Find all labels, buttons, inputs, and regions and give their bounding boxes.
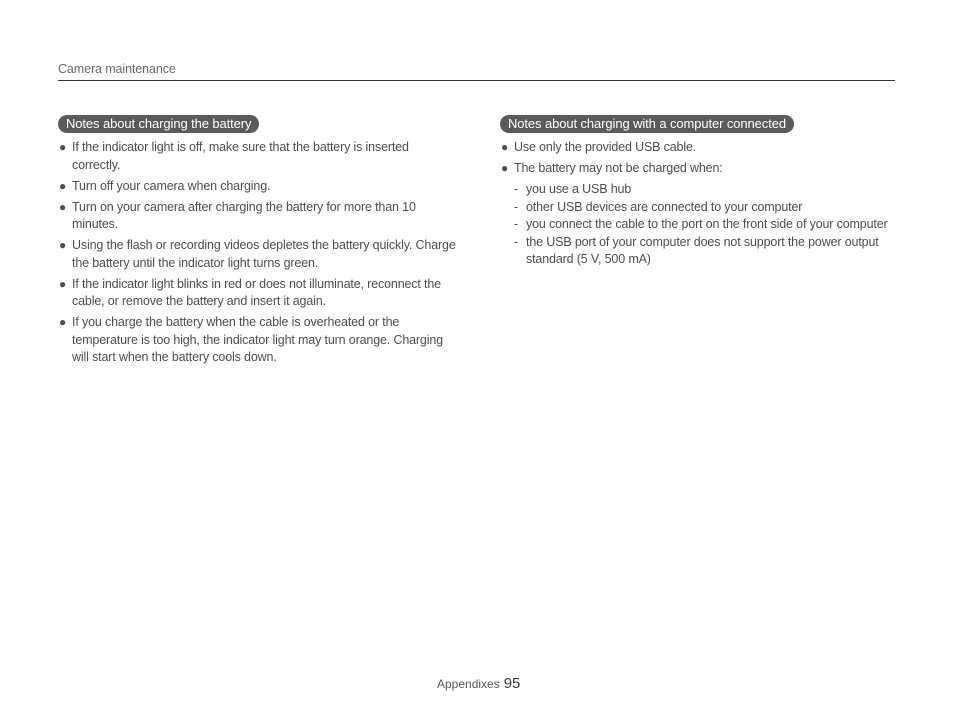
list-item-text: Using the flash or recording videos depletes the battery quickly. Charge the battery until the indicator light turns green. — [72, 238, 456, 270]
battery-notes-list — [58, 139, 458, 367]
footer-section-label: Appendixes — [437, 677, 500, 691]
list-item — [58, 199, 458, 234]
sub-list-item — [500, 216, 900, 234]
sub-list-item — [500, 234, 900, 269]
computer-notes-list — [500, 139, 900, 178]
bullet-icon: ● — [501, 140, 509, 154]
bullet-icon: ● — [59, 178, 67, 193]
header-divider — [58, 80, 895, 81]
dash-icon: - — [514, 182, 519, 196]
list-item — [58, 314, 458, 367]
list-item-text: If the indicator light blinks in red or does not illuminate, reconnect the cable, or remove the battery and insert it again. — [72, 276, 441, 308]
not-charged-conditions-list — [500, 181, 900, 269]
dash-icon: - — [514, 199, 519, 214]
list-item — [500, 160, 900, 178]
bullet-icon: ● — [59, 238, 67, 252]
list-item — [58, 237, 458, 272]
list-item-text: Use only the provided USB cable. — [514, 140, 697, 154]
list-item — [58, 276, 458, 311]
left-column — [58, 115, 458, 370]
bullet-icon: ● — [59, 276, 67, 291]
list-item-text: If the indicator light is off, make sure that the battery is inserted correctly. — [72, 140, 409, 172]
list-item-text: Turn on your camera after charging the battery for more than 10 minutes. — [72, 199, 416, 231]
bullet-icon: ● — [501, 161, 509, 175]
sub-list-item — [500, 181, 900, 199]
dash-icon: - — [514, 217, 519, 231]
list-item — [58, 178, 458, 196]
list-item-text: If you charge the battery when the cable is overheated or the temperature is too high, the indicator light may turn orange. Charging will start when the battery cools down. — [72, 315, 443, 364]
section-heading-computer: Notes about charging with a computer connected — [500, 115, 794, 133]
list-item-text: Turn off your camera when charging. — [72, 178, 271, 193]
list-item — [58, 139, 458, 174]
sub-list-item-text: the USB port of your computer does not support the power output standard (5 V, 500 mA) — [526, 234, 879, 266]
section-heading-battery: Notes about charging the battery — [58, 115, 259, 133]
list-item — [500, 139, 900, 157]
right-column — [500, 115, 900, 269]
sub-list-item-text: other USB devices are connected to your computer — [526, 199, 803, 214]
bullet-icon: ● — [59, 315, 67, 329]
page-footer — [437, 675, 520, 692]
sub-list-item-text: you use a USB hub — [526, 182, 632, 196]
sub-list-item-text: you connect the cable to the port on the front side of your computer — [526, 217, 888, 231]
page-header-title: Camera maintenance — [58, 62, 176, 76]
bullet-icon: ● — [59, 140, 67, 154]
dash-icon: - — [514, 234, 519, 249]
page-number: 95 — [503, 675, 521, 692]
bullet-icon: ● — [59, 199, 67, 214]
list-item-text: The battery may not be charged when: — [514, 161, 723, 175]
sub-list-item — [500, 199, 900, 217]
